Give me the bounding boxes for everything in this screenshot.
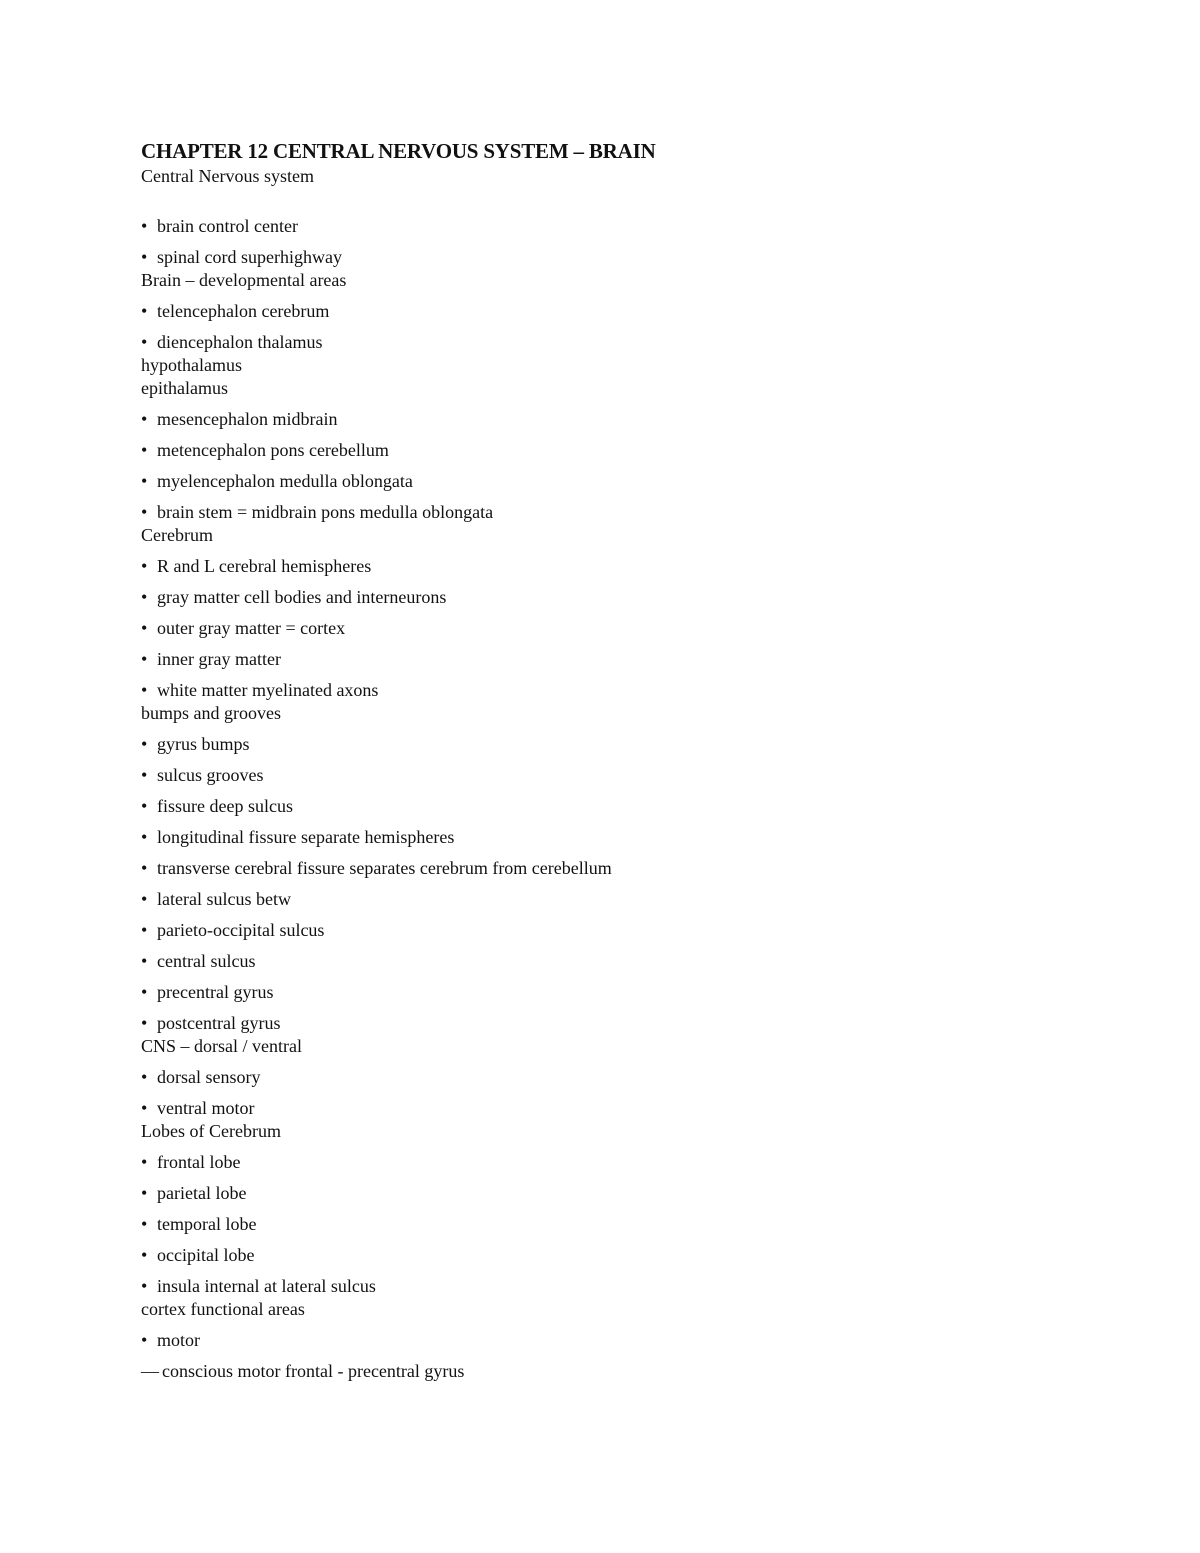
bullet-icon: • xyxy=(141,1276,148,1296)
bullet-item xyxy=(141,440,1101,461)
bullet-item xyxy=(141,216,1101,237)
bullet-icon: • xyxy=(141,587,148,607)
bullet-item xyxy=(141,1183,1101,1204)
bullet-item xyxy=(141,471,1101,492)
bullet-icon: • xyxy=(141,889,148,909)
bullet-icon: • xyxy=(141,247,148,267)
bullet-icon: • xyxy=(141,1330,148,1350)
section-heading: Brain – developmental areas xyxy=(141,270,347,290)
bullet-text: outer gray matter = cortex xyxy=(157,618,346,638)
bullet-item xyxy=(141,1214,1101,1235)
bullet-item xyxy=(141,332,1101,353)
bullet-text: transverse cerebral fissure separates cerebrum from cerebellum xyxy=(157,858,612,878)
bullet-icon: • xyxy=(141,1098,148,1118)
bullet-icon: • xyxy=(141,858,148,878)
bullet-item xyxy=(141,1245,1101,1266)
bullet-item xyxy=(141,556,1101,577)
section-heading: bumps and grooves xyxy=(141,703,281,723)
bullet-item xyxy=(141,247,1101,268)
section-heading: Lobes of Cerebrum xyxy=(141,1121,281,1141)
bullet-text: spinal cord superhighway xyxy=(157,247,342,267)
bullet-icon: • xyxy=(141,440,148,460)
bullet-text: brain control center xyxy=(157,216,298,236)
bullet-item xyxy=(141,1330,1101,1351)
bullet-text: mesencephalon midbrain xyxy=(157,409,338,429)
section-heading: hypothalamus xyxy=(141,355,242,375)
bullet-icon: • xyxy=(141,1245,148,1265)
bullet-text: precentral gyrus xyxy=(157,982,274,1002)
notes-body xyxy=(141,216,1101,1382)
bullet-text: lateral sulcus betw xyxy=(157,889,291,909)
section-heading: Cerebrum xyxy=(141,525,213,545)
bullet-item xyxy=(141,796,1101,817)
bullet-text: ventral motor xyxy=(157,1098,255,1118)
bullet-icon: • xyxy=(141,1152,148,1172)
bullet-text: inner gray matter xyxy=(157,649,281,669)
bullet-text: brain stem = midbrain pons medulla oblongata xyxy=(157,502,494,522)
bullet-text: dorsal sensory xyxy=(157,1067,261,1087)
bullet-text: motor xyxy=(157,1330,200,1350)
bullet-text: gray matter cell bodies and interneurons xyxy=(157,587,447,607)
bullet-item xyxy=(141,680,1101,701)
bullet-item xyxy=(141,889,1101,910)
bullet-item xyxy=(141,1098,1101,1119)
bullet-item xyxy=(141,858,1101,879)
bullet-item xyxy=(141,920,1101,941)
bullet-text: insula internal at lateral sulcus xyxy=(157,1276,376,1296)
bullet-text: parieto-occipital sulcus xyxy=(157,920,325,940)
bullet-icon: • xyxy=(141,216,148,236)
bullet-icon: • xyxy=(141,796,148,816)
bullet-text: temporal lobe xyxy=(157,1214,257,1234)
bullet-text: occipital lobe xyxy=(157,1245,255,1265)
bullet-item xyxy=(141,951,1101,972)
subtitle: Central Nervous system xyxy=(141,166,314,186)
section-heading: epithalamus xyxy=(141,378,228,398)
bullet-item xyxy=(141,502,1101,523)
bullet-icon: • xyxy=(141,502,148,522)
bullet-item xyxy=(141,618,1101,639)
chapter-title: CHAPTER 12 CENTRAL NERVOUS SYSTEM – BRAIN xyxy=(141,139,656,163)
bullet-icon: • xyxy=(141,951,148,971)
bullet-item xyxy=(141,301,1101,322)
bullet-text: postcentral gyrus xyxy=(157,1013,281,1033)
bullet-text: fissure deep sulcus xyxy=(157,796,293,816)
bullet-icon: • xyxy=(141,301,148,321)
bullet-text: R and L cerebral hemispheres xyxy=(157,556,372,576)
bullet-icon: • xyxy=(141,734,148,754)
bullet-item xyxy=(141,1152,1101,1173)
bullet-icon: • xyxy=(141,471,148,491)
section-heading: cortex functional areas xyxy=(141,1299,305,1319)
section-heading: CNS – dorsal / ventral xyxy=(141,1036,302,1056)
bullet-icon: • xyxy=(141,827,148,847)
bullet-item xyxy=(141,649,1101,670)
bullet-item xyxy=(141,1276,1101,1297)
bullet-item xyxy=(141,587,1101,608)
bullet-item xyxy=(141,1067,1101,1088)
bullet-icon: • xyxy=(141,1183,148,1203)
dash-icon: — xyxy=(141,1361,159,1381)
bullet-item xyxy=(141,765,1101,786)
bullet-text: sulcus grooves xyxy=(157,765,264,785)
bullet-item xyxy=(141,982,1101,1003)
bullet-icon: • xyxy=(141,556,148,576)
bullet-icon: • xyxy=(141,1067,148,1087)
bullet-text: telencephalon cerebrum xyxy=(157,301,330,321)
bullet-icon: • xyxy=(141,680,148,700)
bullet-text: diencephalon thalamus xyxy=(157,332,323,352)
bullet-icon: • xyxy=(141,409,148,429)
document-page xyxy=(141,136,1101,1382)
bullet-icon: • xyxy=(141,982,148,1002)
bullet-text: longitudinal fissure separate hemispheres xyxy=(157,827,455,847)
dash-text: conscious motor frontal - precentral gyrus xyxy=(162,1361,465,1381)
bullet-icon: • xyxy=(141,618,148,638)
bullet-text: central sulcus xyxy=(157,951,256,971)
bullet-item xyxy=(141,1013,1101,1034)
bullet-text: metencephalon pons cerebellum xyxy=(157,440,389,460)
bullet-icon: • xyxy=(141,920,148,940)
bullet-icon: • xyxy=(141,1214,148,1234)
bullet-text: myelencephalon medulla oblongata xyxy=(157,471,413,491)
bullet-item xyxy=(141,409,1101,430)
bullet-text: white matter myelinated axons xyxy=(157,680,379,700)
bullet-icon: • xyxy=(141,1013,148,1033)
dash-item xyxy=(141,1361,1101,1382)
bullet-item xyxy=(141,827,1101,848)
bullet-item xyxy=(141,734,1101,755)
bullet-text: frontal lobe xyxy=(157,1152,241,1172)
bullet-icon: • xyxy=(141,765,148,785)
bullet-text: gyrus bumps xyxy=(157,734,250,754)
bullet-icon: • xyxy=(141,649,148,669)
bullet-icon: • xyxy=(141,332,148,352)
bullet-text: parietal lobe xyxy=(157,1183,247,1203)
